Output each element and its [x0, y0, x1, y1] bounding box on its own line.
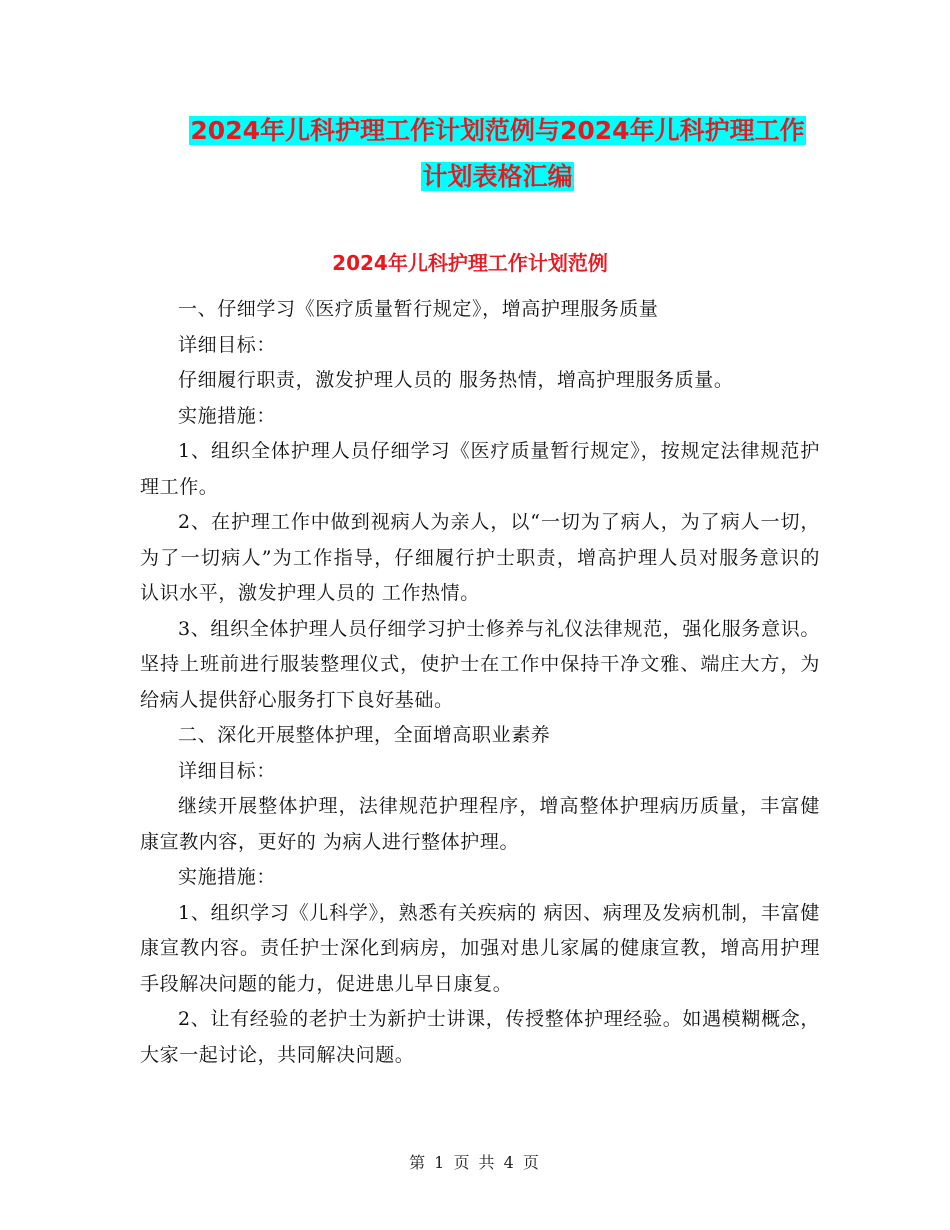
document-title	[140, 108, 855, 200]
paragraph: 继续开展整体护理，法律规范护理程序，增高整体护理病历质量，丰富健康宣教内容，更好的 为病人进行整体护理。	[140, 795, 820, 853]
paragraph: 仔细履行职责，激发护理人员的 服务热情，增高护理服务质量。	[178, 369, 734, 391]
paragraph: 二、深化开展整体护理，全面增高职业素养	[178, 724, 551, 746]
paragraph: 2、在护理工作中做到视病人为亲人，以“一切为了病人，为了病人一切，为了一切病人”为工作指导，仔细履行护士职责，增高护理人员对服务意识的 认识水平，激发护理人员的 工作热情。	[140, 511, 820, 604]
paragraph: 实施措施：	[178, 404, 277, 427]
paragraph: 1、组织全体护理人员仔细学习《医疗质量暂行规定》，按规定法律规范护理工作。	[140, 440, 820, 498]
paragraph: 详细目标：	[178, 759, 277, 782]
page-number-footer: 第 1 页 共 4 页	[409, 1153, 541, 1172]
document-title-line-1: 2024年儿科护理工作计划范例与2024年儿科护理工作	[190, 116, 805, 145]
paragraph: 3、组织全体护理人员仔细学习护士修养与礼仪法律规范，强化服务意识。坚持上班前进行服装整理仪式，使护士在工作中保持干净文雅、端庄大方，为给病人提供舒心服务打下良好基础。	[140, 617, 820, 711]
document-body	[140, 292, 820, 1073]
paragraph: 详细目标：	[178, 333, 277, 356]
document-title-line-2: 计划表格汇编	[422, 162, 573, 191]
paragraph: 实施措施：	[178, 866, 277, 888]
section-title: 2024年儿科护理工作计划范例	[332, 251, 608, 275]
paragraph: 1、组织学习《儿科学》，熟悉有关疾病的 病因、病理及发病机制，丰富健康宣教内容。责任护士深化到病房，加强对患儿家属的健康宣教，增高用护理手段解决问题的能力，促进患儿早日康复。	[140, 901, 820, 995]
paragraph: 2、让有经验的老护士为新护士讲课，传授整体护理经验。如遇模糊概念，大家一起讨论，共同解决问题。	[140, 1008, 820, 1066]
paragraph: 一、仔细学习《医疗质量暂行规定》，增高护理服务质量	[178, 298, 659, 320]
